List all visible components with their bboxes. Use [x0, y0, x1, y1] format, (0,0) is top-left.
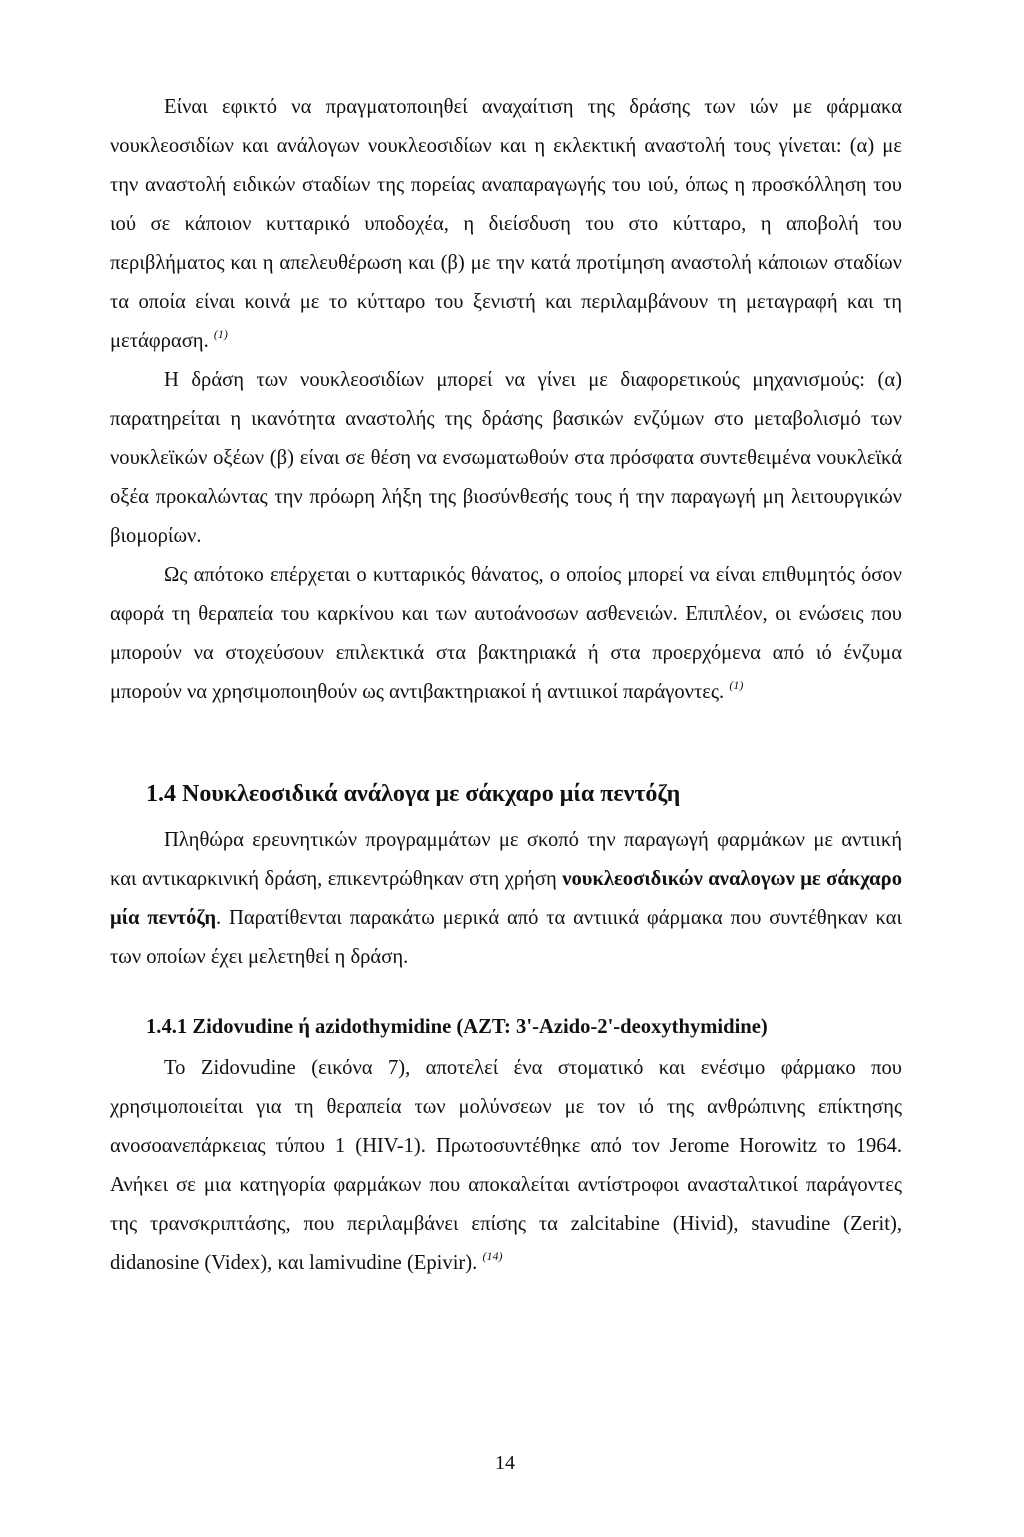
- section-number: 1.4: [146, 781, 176, 807]
- paragraph-text: . Παρατίθενται παρακάτω μερικά από τα αντιιικά φάρμακα που συντέθηκαν και των οποίων έχει μελετηθεί η δράση.: [110, 907, 902, 968]
- subsection-title: Zidovudine ή azidothymidine: [192, 1016, 452, 1038]
- paragraph-text: Πληθώρα ερευνητικών προγραμμάτων με σκοπό την παραγωγή φαρμάκων με αντιική και αντικαρκινική δράση, επικεντρώθηκαν στη χρήση: [110, 829, 902, 890]
- section-title: Νουκλεοσιδικά ανάλογα με σάκχαρο μία πεντόζη: [182, 781, 681, 807]
- subsection-number: 1.4.1: [146, 1016, 188, 1038]
- paragraph-text: Η δράση των νουκλεοσιδίων μπορεί να γίνει με διαφορετικούς μηχανισμούς: (α) παρατηρείται η ικανότητα αναστολής της δράσης βασικών ενζύμων στο μεταβολισμό των νουκλεϊκών οξέων (β) είναι σε θέση να ενσωματωθούν στα πρόσφατα συντεθειμένα νουκλεϊκά οξέα προκαλώντας την πρόωρη λήξη της βιοσύνθεσής τους ή την παραγωγή μη λειτουργικών βιομορίων.: [110, 369, 902, 547]
- page-number: 14: [495, 1452, 515, 1474]
- paragraph-text: Το Zidovudine (εικόνα 7), αποτελεί ένα στοματικό και ενέσιμο φάρμακο που χρησιμοποιείται για τη θεραπεία των μολύνσεων με τον ιό της ανθρώπινης επίκτησης ανοσοανεπάρκειας τύπου 1 (HIV-1). Πρωτοσυντέθηκε από τον Jerome Horowitz το 1964. Ανήκει σε μια κατηγορία φαρμάκων που αποκαλείται αντίστροφοι ανασταλτικοί παράγοντες της τρανσκριπτάσης, που περιλαμβάνει επίσης τα zalcitabine (Hivid), stavudine (Zerit), didanosine (Videx), και lamivudine (Epivir).: [110, 1057, 902, 1274]
- paragraph-antiviral-mechanism: [110, 88, 902, 361]
- citation-ref: (1): [213, 327, 228, 341]
- paragraph-zidovudine: [110, 1049, 902, 1283]
- paragraph-cell-death: [110, 556, 902, 712]
- citation-ref: (14): [482, 1249, 503, 1263]
- section-heading: [146, 781, 680, 808]
- emphasis-text: νουκλεοσιδικών αναλογων με σάκχαρο μία πεντόζη: [110, 868, 902, 929]
- subsection-heading: [146, 1016, 768, 1039]
- paragraph-text: Ως απότοκο επέρχεται ο κυτταρικός θάνατος, ο οποίος μπορεί να είναι επιθυμητός όσον αφορά τη θεραπεία του καρκίνου και των αυτοάνοσων ασθενειών. Επιπλέον, οι ενώσεις που μπορούν να στοχεύσουν επιλεκτικά στα βακτηριακά ή στα προερχόμενα από ιό ένζυμα μπορούν να χρησιμοποιηθούν ως αντιβακτηριακοί ή αντιιικοί παράγοντες.: [110, 564, 902, 703]
- subsection-title-detail: (AZT: 3'-Azido-2'-deoxythymidine): [451, 1016, 768, 1038]
- citation-ref: (1): [729, 678, 744, 692]
- paragraph-research-programs: [110, 821, 902, 977]
- paragraph-nucleoside-action: [110, 361, 902, 556]
- paragraph-text: Είναι εφικτό να πραγματοποιηθεί αναχαίτιση της δράσης των ιών με φάρμακα νουκλεοσιδίων και ανάλογων νουκλεοσιδίων και η εκλεκτική αναστολή τους γίνεται: (α) με την αναστολή ειδικών σταδίων της πορείας αναπαραγωγής του ιού, όπως η προσκόλληση του ιού σε κάποιον κυτταρικό υποδοχέα, η διείσδυση του στο κύτταρο, η αποβολή του περιβλήματος και η απελευθέρωση και (β) με την κατά προτίμηση αναστολή κάποιων σταδίων τα οποία είναι κοινά με το κύτταρο του ξενιστή και περιλαμβάνουν τη μεταγραφή και τη μετάφραση.: [110, 96, 902, 352]
